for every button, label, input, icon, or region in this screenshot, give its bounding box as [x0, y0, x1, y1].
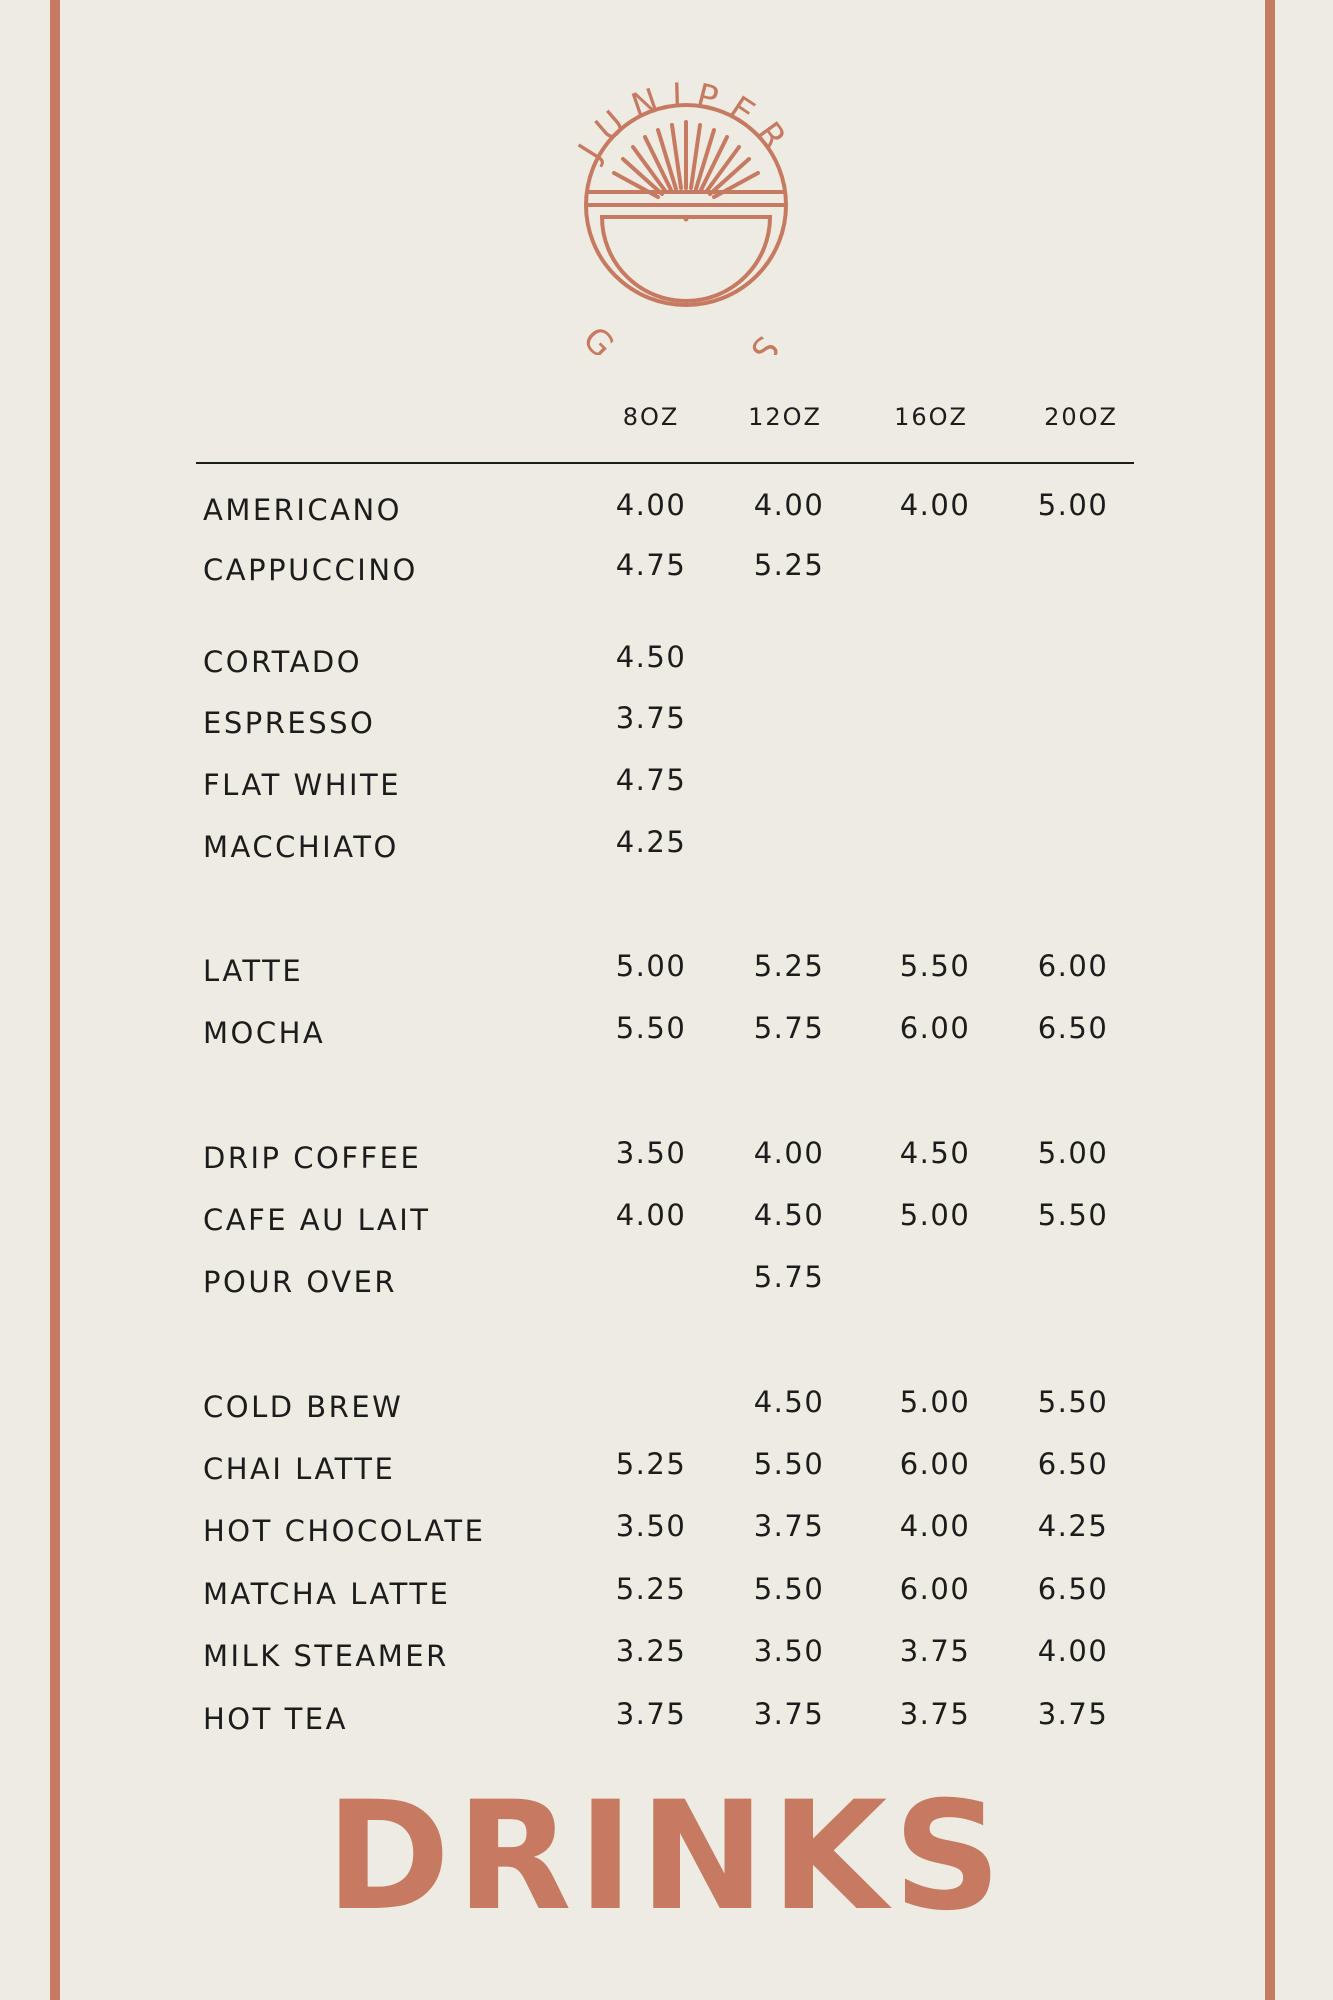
price-20oz: 5.00 — [1037, 1136, 1109, 1170]
price-8oz: 3.75 — [615, 701, 687, 735]
price-12oz: 5.50 — [753, 1447, 825, 1481]
price-16oz: 4.50 — [899, 1136, 971, 1170]
price-8oz: 3.50 — [615, 1136, 687, 1170]
logo-text-top: JUNIPER — [570, 75, 801, 168]
price-8oz: 4.00 — [615, 488, 687, 522]
item-name: CAFE AU LAIT — [203, 1203, 431, 1237]
price-20oz: 5.00 — [1037, 488, 1109, 522]
menu-row — [0, 1697, 1333, 1742]
item-name: CAPPUCCINO — [203, 553, 418, 587]
price-16oz: 5.00 — [899, 1385, 971, 1419]
menu-row — [0, 825, 1333, 870]
price-20oz: 6.50 — [1037, 1572, 1109, 1606]
left-border — [50, 0, 60, 2000]
item-name: CHAI LATTE — [203, 1452, 396, 1486]
svg-text:GOODS — [575, 319, 798, 355]
price-20oz: 5.50 — [1037, 1198, 1109, 1232]
price-16oz: 6.00 — [899, 1011, 971, 1045]
price-8oz: 4.75 — [615, 548, 687, 582]
price-12oz: 5.50 — [753, 1572, 825, 1606]
price-20oz: 6.50 — [1037, 1447, 1109, 1481]
price-20oz: 6.50 — [1037, 1011, 1109, 1045]
price-12oz: 5.25 — [753, 949, 825, 983]
item-name: MACCHIATO — [203, 830, 399, 864]
menu-row — [0, 640, 1333, 685]
menu-row — [0, 701, 1333, 746]
price-8oz: 5.50 — [615, 1011, 687, 1045]
price-20oz: 6.00 — [1037, 949, 1109, 983]
item-name: AMERICANO — [203, 493, 402, 527]
item-name: HOT TEA — [203, 1702, 348, 1736]
price-12oz: 5.75 — [753, 1011, 825, 1045]
menu-row — [0, 1509, 1333, 1554]
menu-row — [0, 1572, 1333, 1617]
price-16oz: 3.75 — [899, 1697, 971, 1731]
header-divider — [196, 462, 1134, 464]
price-16oz: 6.00 — [899, 1572, 971, 1606]
menu-row — [0, 488, 1333, 533]
menu-row — [0, 1634, 1333, 1679]
menu-row — [0, 548, 1333, 593]
price-20oz: 5.50 — [1037, 1385, 1109, 1419]
item-name: HOT CHOCOLATE — [203, 1514, 486, 1548]
menu-row — [0, 1447, 1333, 1492]
price-12oz: 3.50 — [753, 1634, 825, 1668]
price-8oz: 4.25 — [615, 825, 687, 859]
item-name: DRIP COFFEE — [203, 1141, 422, 1175]
juniper-goods-logo — [566, 55, 806, 355]
item-name: LATTE — [203, 954, 304, 988]
price-20oz: 4.00 — [1037, 1634, 1109, 1668]
logo-mark — [566, 55, 806, 355]
price-16oz: 5.00 — [899, 1198, 971, 1232]
price-16oz: 4.00 — [899, 488, 971, 522]
menu-row — [0, 1136, 1333, 1181]
price-8oz: 3.50 — [615, 1509, 687, 1543]
price-8oz: 5.25 — [615, 1447, 687, 1481]
menu-row — [0, 1385, 1333, 1430]
item-name: MATCHA LATTE — [203, 1577, 451, 1611]
item-name: ESPRESSO — [203, 706, 376, 740]
menu-row — [0, 1011, 1333, 1056]
price-20oz: 3.75 — [1037, 1697, 1109, 1731]
price-16oz: 4.00 — [899, 1509, 971, 1543]
size-header-8oz: 8OZ — [622, 403, 680, 431]
price-12oz: 4.00 — [753, 1136, 825, 1170]
item-name: POUR OVER — [203, 1265, 398, 1299]
price-16oz: 3.75 — [899, 1634, 971, 1668]
price-12oz: 4.50 — [753, 1198, 825, 1232]
item-name: COLD BREW — [203, 1390, 404, 1424]
menu-row — [0, 1198, 1333, 1243]
price-8oz: 5.00 — [615, 949, 687, 983]
item-name: MILK STEAMER — [203, 1639, 449, 1673]
price-16oz: 5.50 — [899, 949, 971, 983]
menu-row — [0, 949, 1333, 994]
item-name: FLAT WHITE — [203, 768, 402, 802]
price-12oz: 4.00 — [753, 488, 825, 522]
menu-row — [0, 763, 1333, 808]
page-title: DRINKS — [325, 1770, 1008, 1944]
price-12oz: 3.75 — [753, 1697, 825, 1731]
price-20oz: 4.25 — [1037, 1509, 1109, 1543]
right-border — [1265, 0, 1275, 2000]
price-12oz: 4.50 — [753, 1385, 825, 1419]
price-12oz: 5.75 — [753, 1260, 825, 1294]
size-header-20oz: 20OZ — [1044, 403, 1118, 431]
price-8oz: 4.75 — [615, 763, 687, 797]
price-8oz: 4.00 — [615, 1198, 687, 1232]
price-8oz: 4.50 — [615, 640, 687, 674]
item-name: MOCHA — [203, 1016, 326, 1050]
price-12oz: 3.75 — [753, 1509, 825, 1543]
price-8oz: 5.25 — [615, 1572, 687, 1606]
size-header-16oz: 16OZ — [894, 403, 968, 431]
price-16oz: 6.00 — [899, 1447, 971, 1481]
price-8oz: 3.25 — [615, 1634, 687, 1668]
item-name: CORTADO — [203, 645, 363, 679]
logo-text-bottom: G S — [574, 318, 798, 355]
price-12oz: 5.25 — [753, 548, 825, 582]
price-8oz: 3.75 — [615, 1697, 687, 1731]
menu-row — [0, 1260, 1333, 1305]
size-header-12oz: 12OZ — [748, 403, 822, 431]
